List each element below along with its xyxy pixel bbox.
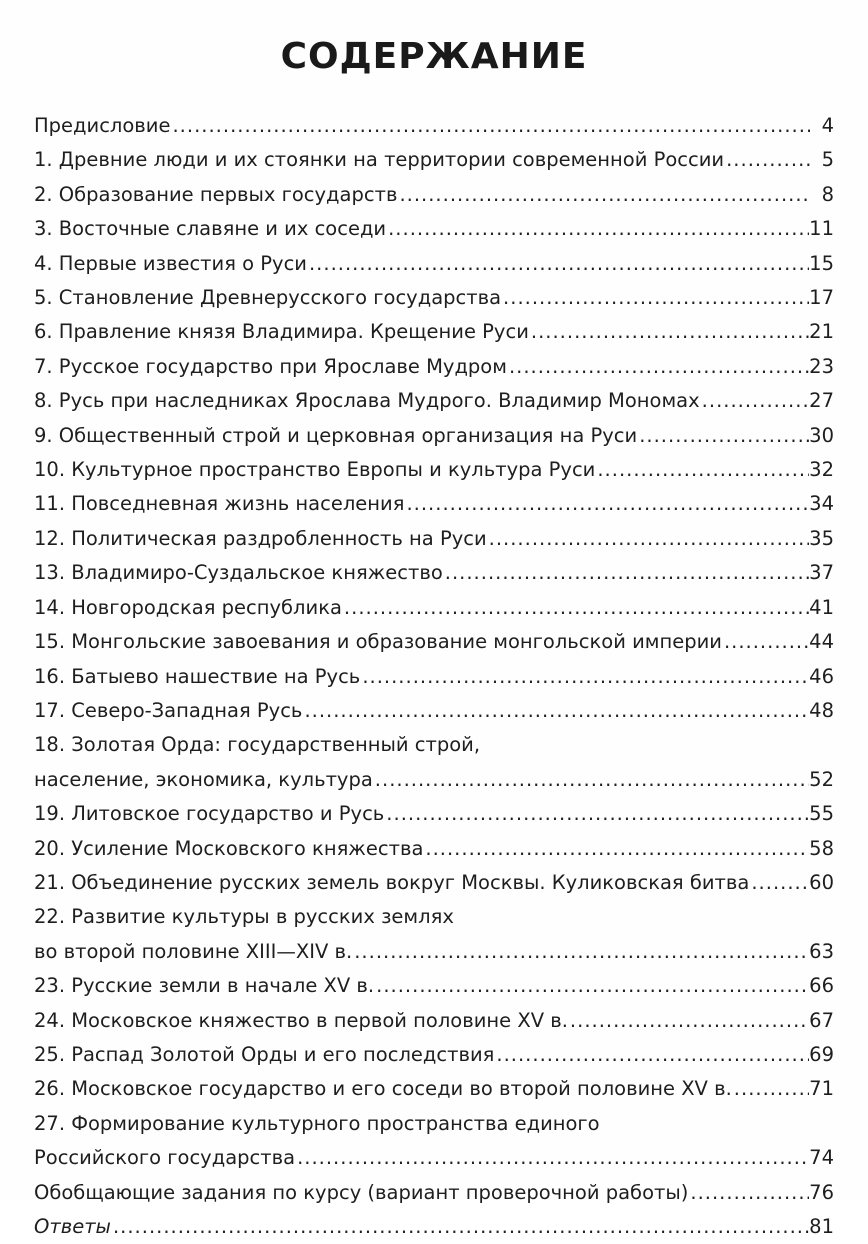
toc-entry-title: 23. Русские земли в начале XV в. (34, 974, 375, 998)
toc-entry-title: 12. Политическая раздробленность на Руси (34, 526, 487, 550)
toc-entry (34, 660, 834, 694)
toc-entry-page-number: 8 (821, 182, 834, 206)
toc-entry-page-number: 41 (809, 595, 834, 619)
toc-entry-title: 5. Становление Древнерусского государства (34, 286, 502, 310)
toc-entry (34, 247, 834, 281)
toc-entry-page-number: 81 (809, 1215, 834, 1238)
toc-entry-page-number: 60 (809, 870, 834, 894)
dot-leader (722, 625, 809, 659)
toc-entry-title: 4. Первые известия о Руси (34, 251, 307, 275)
toc-entry (34, 866, 834, 900)
toc-entry-title: 15. Монгольские завоевания и образование монгольской империи (34, 630, 722, 654)
toc-entry (34, 1176, 834, 1210)
toc-entry-title: 19. Литовское государство и Русь (34, 802, 385, 826)
toc-entry (34, 969, 834, 1003)
toc-entry (34, 109, 834, 143)
toc-entry-page-number: 44 (809, 630, 834, 654)
toc-entry-title: во второй половине XIII—XIV в. (34, 939, 353, 963)
toc-entry-title: 17. Северо-Западная Русь (34, 698, 303, 722)
toc-entry-title: 9. Общественный строй и церковная организация на Руси (34, 423, 638, 447)
dot-leader (724, 143, 810, 177)
toc-entry-title-line1: 27. Формирование культурного пространства единого (34, 1111, 600, 1135)
toc-entry-page-number: 32 (809, 458, 834, 482)
toc-entry (34, 728, 834, 797)
toc-entry-title: 16. Батыево нашествие на Русь (34, 664, 361, 688)
toc-entry (34, 1072, 834, 1106)
toc-entry-title: 21. Объединение русских земель вокруг Москвы. Куликовская битва (34, 870, 750, 894)
dot-leader (352, 935, 809, 969)
toc-entry (34, 900, 834, 969)
toc-entry (34, 487, 834, 521)
dot-leader (170, 109, 810, 143)
toc-entry-title: население, экономика, культура (34, 767, 373, 791)
toc-entry-page-number: 67 (809, 1008, 834, 1032)
dot-leader (404, 487, 809, 521)
toc-entry-title-line1: 22. Развитие культуры в русских землях (34, 905, 454, 929)
toc-entry-page-number: 5 (821, 148, 834, 172)
toc-entry (34, 625, 834, 659)
dot-leader (595, 453, 809, 487)
toc-entry (34, 350, 834, 384)
dot-leader (700, 384, 810, 418)
toc-entry-title: 14. Новгородская республика (34, 595, 342, 619)
dot-leader (688, 1176, 809, 1210)
toc-entry-page-number: 74 (809, 1146, 834, 1170)
toc-entry-page-number: 21 (809, 320, 834, 344)
toc-entry (34, 419, 834, 453)
toc-entry-title: 7. Русское государство при Ярославе Мудром (34, 354, 507, 378)
toc-entry-page-number: 71 (809, 1077, 834, 1101)
toc-entry-title: 1. Древние люди и их стоянки на территории современной России (34, 148, 725, 172)
toc-entry (34, 281, 834, 315)
dot-leader (307, 247, 809, 281)
toc-entry-title: 26. Московское государство и его соседи во второй половине XV в. (34, 1077, 732, 1101)
toc-entry-title: Ответы (34, 1215, 111, 1238)
table-of-contents (34, 109, 834, 1244)
dot-leader (732, 1072, 809, 1106)
dot-leader (397, 178, 810, 212)
toc-entry (34, 832, 834, 866)
toc-entry (34, 797, 834, 831)
toc-entry (34, 1210, 834, 1244)
toc-entry (34, 694, 834, 728)
toc-entry-title-line1: 18. Золотая Орда: государственный строй, (34, 733, 481, 757)
toc-entry (34, 1107, 834, 1176)
toc-entry-page-number: 48 (809, 698, 834, 722)
toc-entry-title: 24. Московское княжество в первой половине XV в. (34, 1008, 568, 1032)
toc-entry-page-number: 37 (809, 561, 834, 585)
toc-entry (34, 453, 834, 487)
toc-entry-page-number: 69 (809, 1042, 834, 1066)
toc-entry-title: 10. Культурное пространство Европы и культура Руси (34, 458, 596, 482)
dot-leader (295, 1141, 809, 1175)
toc-entry-title: 6. Правление князя Владимира. Крещение Руси (34, 320, 529, 344)
toc-entry (34, 315, 834, 349)
dot-leader (487, 522, 810, 556)
toc-entry-page-number: 11 (809, 217, 834, 241)
toc-entry-page-number: 27 (809, 389, 834, 413)
dot-leader (374, 969, 809, 1003)
toc-entry-page-number: 15 (809, 251, 834, 275)
dot-leader (529, 315, 809, 349)
toc-entry-page-number: 17 (809, 286, 834, 310)
dot-leader (494, 1038, 809, 1072)
dot-leader (384, 797, 809, 831)
dot-leader (386, 212, 809, 246)
toc-entry-page-number: 46 (809, 664, 834, 688)
dot-leader (302, 694, 809, 728)
toc-entry-title: Предисловие (34, 114, 171, 137)
toc-entry (34, 522, 834, 556)
dot-leader (342, 591, 809, 625)
toc-entry-page-number: 58 (809, 836, 834, 860)
dot-leader (507, 350, 809, 384)
dot-leader (111, 1210, 809, 1244)
toc-entry-title: 3. Восточные славяне и их соседи (34, 217, 387, 241)
toc-entry-page-number: 4 (821, 114, 834, 137)
toc-entry (34, 1038, 834, 1072)
dot-leader (373, 763, 809, 797)
dot-leader (568, 1004, 809, 1038)
dot-leader (443, 556, 809, 590)
dot-leader (501, 281, 809, 315)
toc-entry-page-number: 66 (809, 974, 834, 998)
toc-entry-title: 13. Владимиро-Суздальское княжество (34, 561, 443, 585)
toc-entry-title: 20. Усиление Московского княжества (34, 836, 424, 860)
toc-entry-page-number: 55 (809, 802, 834, 826)
toc-entry-title: 2. Образование первых государств (34, 182, 398, 206)
toc-entry-page-number: 34 (809, 492, 834, 516)
dot-leader (360, 660, 809, 694)
toc-entry-page-number: 30 (809, 423, 834, 447)
toc-entry-page-number: 63 (809, 939, 834, 963)
toc-entry-page-number: 52 (809, 767, 834, 791)
toc-entry-title: 25. Распад Золотой Орды и его последствия (34, 1042, 495, 1066)
toc-entry (34, 212, 834, 246)
toc-entry-page-number: 76 (809, 1180, 834, 1204)
toc-entry-title: Российского государства (34, 1146, 296, 1170)
toc-entry-title: 11. Повседневная жизнь населения (34, 492, 405, 516)
toc-entry (34, 591, 834, 625)
toc-entry-title: 8. Русь при наследниках Ярослава Мудрого. Владимир Мономах (34, 389, 700, 413)
dot-leader (423, 832, 809, 866)
toc-entry (34, 178, 834, 212)
toc-entry (34, 1004, 834, 1038)
dot-leader (637, 419, 809, 453)
toc-entry (34, 384, 834, 418)
page-title: СОДЕРЖАНИЕ (280, 36, 588, 77)
dot-leader (749, 866, 809, 900)
toc-entry (34, 143, 834, 177)
toc-entry-page-number: 35 (809, 526, 834, 550)
toc-entry-page-number: 23 (809, 354, 834, 378)
toc-entry (34, 556, 834, 590)
toc-entry-title: Обобщающие задания по курсу (вариант проверочной работы) (34, 1180, 689, 1204)
